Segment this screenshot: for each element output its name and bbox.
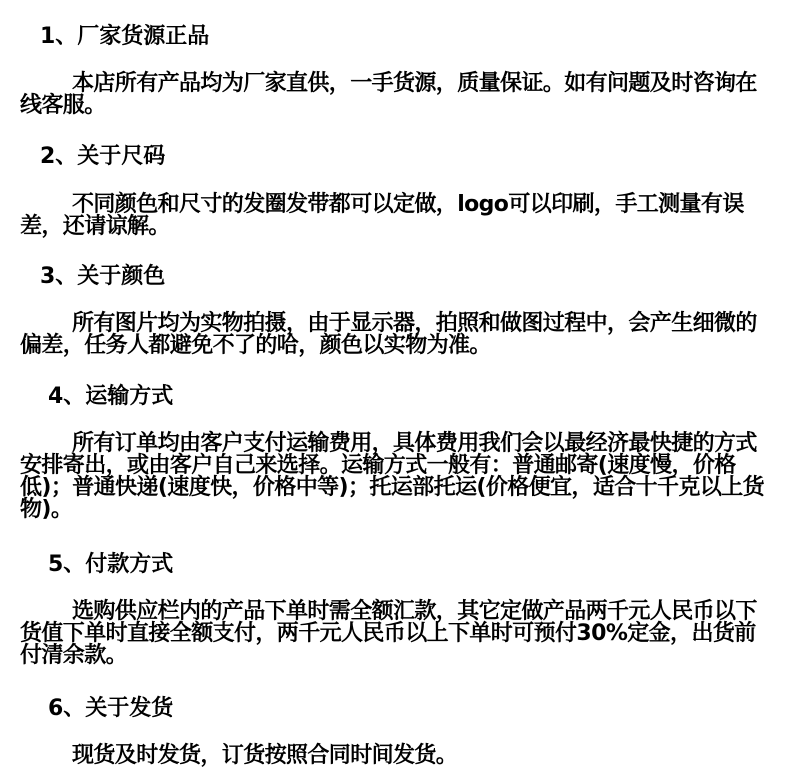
section-6-heading: 6、关于发货 bbox=[48, 696, 174, 721]
section-6-body: 现货及时发货，订货按照合同时间发货。 bbox=[72, 743, 458, 768]
section-3-body: 所有图片均为实物拍摄，由于显示器，拍照和做图过程中，会产生细微的偏差，任务人都避免不了的哈，颜色以实物为准。 bbox=[20, 311, 757, 358]
section-4-body: 所有订单均由客户支付运输费用，具体费用我们会以最经济最快捷的方式安排寄出，或由客户自己来选择。运输方式一般有：普通邮寄(速度慢，价格低)；普通快递(速度快，价格中等)；托运部托运(价格便宜，适合十千克以上货物)。 bbox=[20, 431, 765, 522]
section-1-heading: 1、厂家货源正品 bbox=[40, 24, 210, 49]
section-2-body: 不同颜色和尺寸的发圈发带都可以定做，logo可以印刷，手工测量有误差，还请谅解。 bbox=[20, 192, 744, 239]
section-1-body: 本店所有产品均为厂家直供，一手货源，质量保证。如有问题及时咨询在线客服。 bbox=[20, 71, 757, 118]
section-2-heading: 2、关于尺码 bbox=[40, 144, 166, 169]
section-5-heading: 5、付款方式 bbox=[48, 552, 174, 577]
section-3-heading: 3、关于颜色 bbox=[40, 264, 166, 289]
section-5-body: 选购供应栏内的产品下单时需全额汇款，其它定做产品两千元人民币以下货值下单时直接全额支付，两千元人民币以上下单时可预付30%定金，出货前付清余款。 bbox=[20, 599, 757, 668]
section-4-heading: 4、运输方式 bbox=[48, 384, 174, 409]
